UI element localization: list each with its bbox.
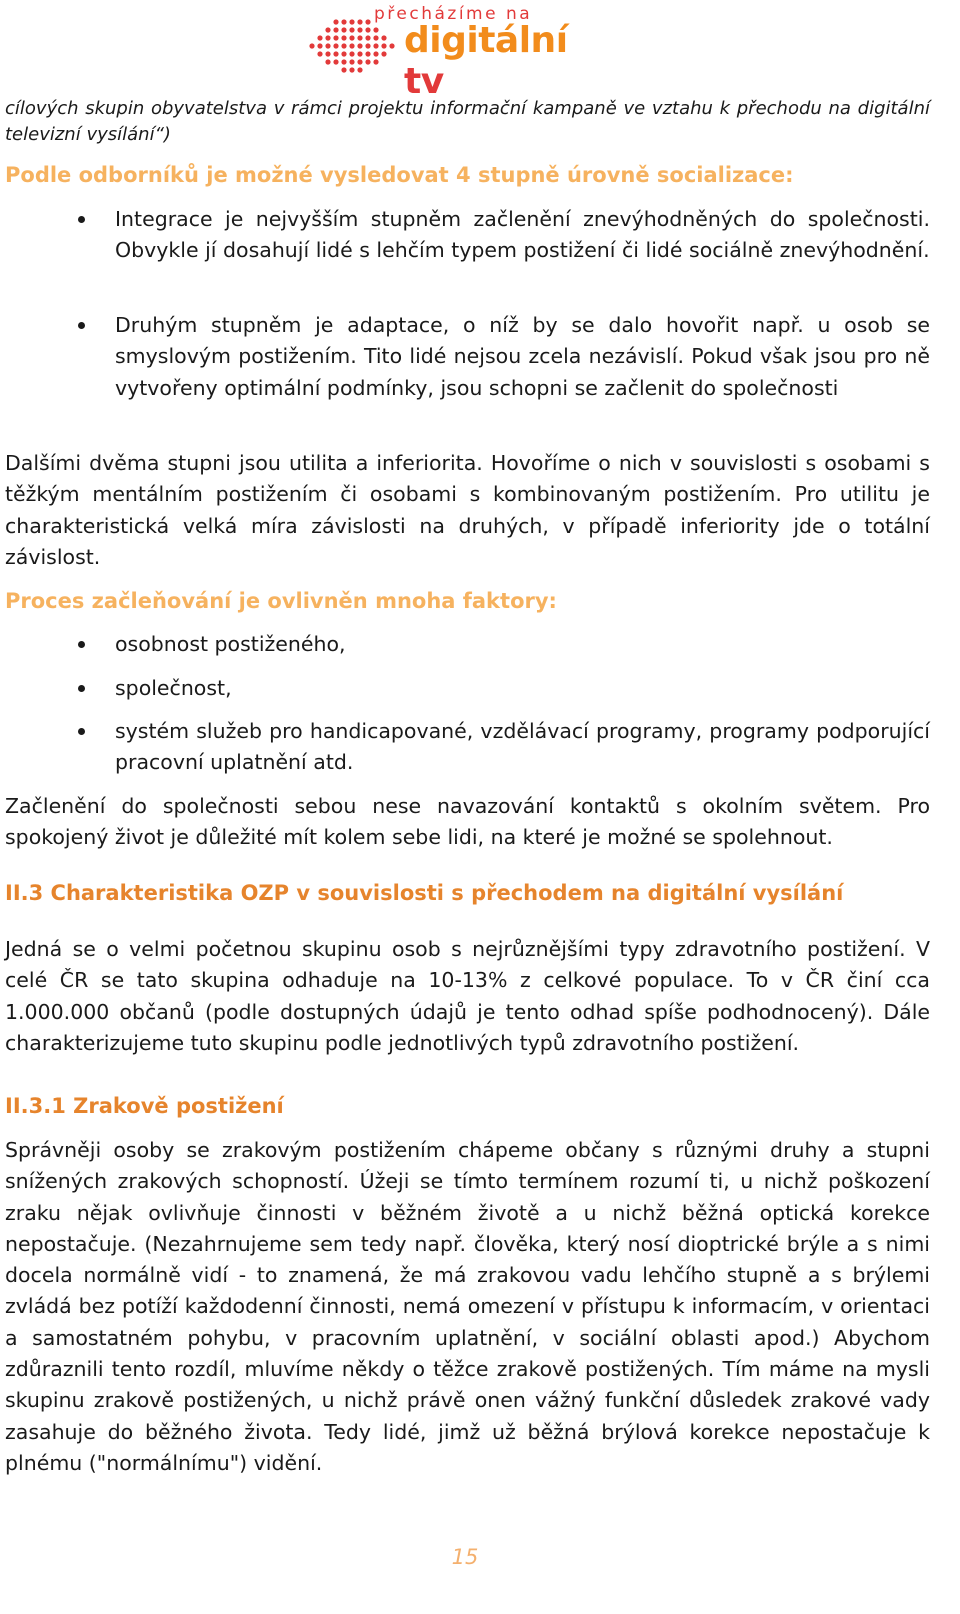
logo-tv: tv: [404, 61, 444, 102]
page-number: 15: [451, 1545, 479, 1569]
dot-pattern-icon: [306, 18, 402, 74]
heading-integration-factors: Proces začleňování je ovlivněn mnoha faktory:: [5, 589, 557, 613]
logo-tagline: přecházíme na: [374, 4, 533, 24]
bullet-dot-icon: [78, 728, 85, 735]
list-item: osobnost postiženého,: [5, 629, 930, 660]
bullet-dot-icon: [78, 216, 85, 223]
digitalni-tv-logo: [306, 4, 596, 102]
bullet-dot-icon: [78, 685, 85, 692]
bullet-dot-icon: [78, 322, 85, 329]
paragraph-utility-inferiority: Dalšími dvěma stupni jsou utilita a inferiorita. Hovoříme o nich v souvislosti s osobami s těžkým mentálním postižením či osobami s kombinovaným postižením. Pro utilitu je charakteristická velká míra závislosti na druhých, v případě inferiority jde o totální závislost.: [5, 451, 930, 569]
heading-section-ii-3-1: II.3.1 Zrakově postižení: [5, 1094, 284, 1118]
bullet-dot-icon: [78, 641, 85, 648]
logo-digitalni: digitální: [404, 20, 568, 61]
paragraph-ozp-group: Jedná se o velmi početnou skupinu osob s nejrůznějšími typy zdravotního postižení. V celé ČR se tato skupina odhaduje na 10-13% z celkové populace. To v ČR činí cca 1.000.000 občanů (podle dostupných údajů je tento odhad spíše podhodnocený). Dále charakterizujeme tuto skupinu podle jednotlivých typů zdravotního postižení.: [5, 937, 930, 1055]
heading-socialization-levels: Podle odborníků je možné vysledovat 4 stupně úrovně socializace:: [5, 163, 794, 187]
list-item: systém služeb pro handicapované, vzdělávací programy, programy podporující pracovní uplatnění atd.: [5, 716, 930, 779]
list-item: Integrace je nejvyšším stupněm začlenění znevýhodněných do společnosti. Obvykle jí dosahují lidé s lehčím typem postižení či lidé sociálně znevýhodnění.: [5, 204, 930, 267]
intro-fragment: cílových skupin obyvatelstva v rámci projektu informační kampaně ve vztahu k přechodu na digitální televizní vysílání“): [5, 98, 930, 145]
paragraph-visual-impairment: Správněji osoby se zrakovým postižením chápeme občany s různými druhy a stupni snížených zrakových schopností. Úžeji se tímto termínem rozumí ti, u nichž poškození zraku nějak ovlivňuje činnosti v běžném životě a u nichž běžná optická korekce nepostačuje. (Nezahrnujeme sem tedy např. člověka, který nosí dioptrické brýle a s nimi docela normálně vidí - to znamená, že má zrakovou vadu lehčího stupně a s brýlemi zvládá bez potíží každodenní činnosti, nemá omezení v přístupu k informacím, v orientaci a samostatném pohybu, v pracovním uplatnění, v sociální oblasti apod.) Abychom zdůraznili tento rozdíl, mluvíme někdy o těžce zrakově postižených. Tím máme na mysli skupinu zrakově postižených, u nichž právě onen vážný funkční důsledek zrakové vady zasahuje do běžného života. Tedy lidé, jimž už běžná brýlová korekce nepostačuje k plnému ("normálnímu") vidění.: [5, 1138, 930, 1475]
list-item: Druhým stupněm je adaptace, o níž by se dalo hovořit např. u osob se smyslovým postižením. Tito lidé nejsou zcela nezávislí. Pokud však jsou pro ně vytvořeny optimální podmínky, jsou schopni se začlenit do společnosti: [5, 310, 930, 404]
logo-wordmark: [404, 20, 596, 102]
paragraph-social-contacts: Začlenění do společnosti sebou nese navazování kontaktů s okolním světem. Pro spokojený život je důležité mít kolem sebe lidi, na které je možné se spolehnout.: [5, 794, 930, 850]
list-item: společnost,: [5, 673, 930, 704]
heading-section-ii-3: II.3 Charakteristika OZP v souvislosti s přechodem na digitální vysílání: [5, 881, 844, 905]
